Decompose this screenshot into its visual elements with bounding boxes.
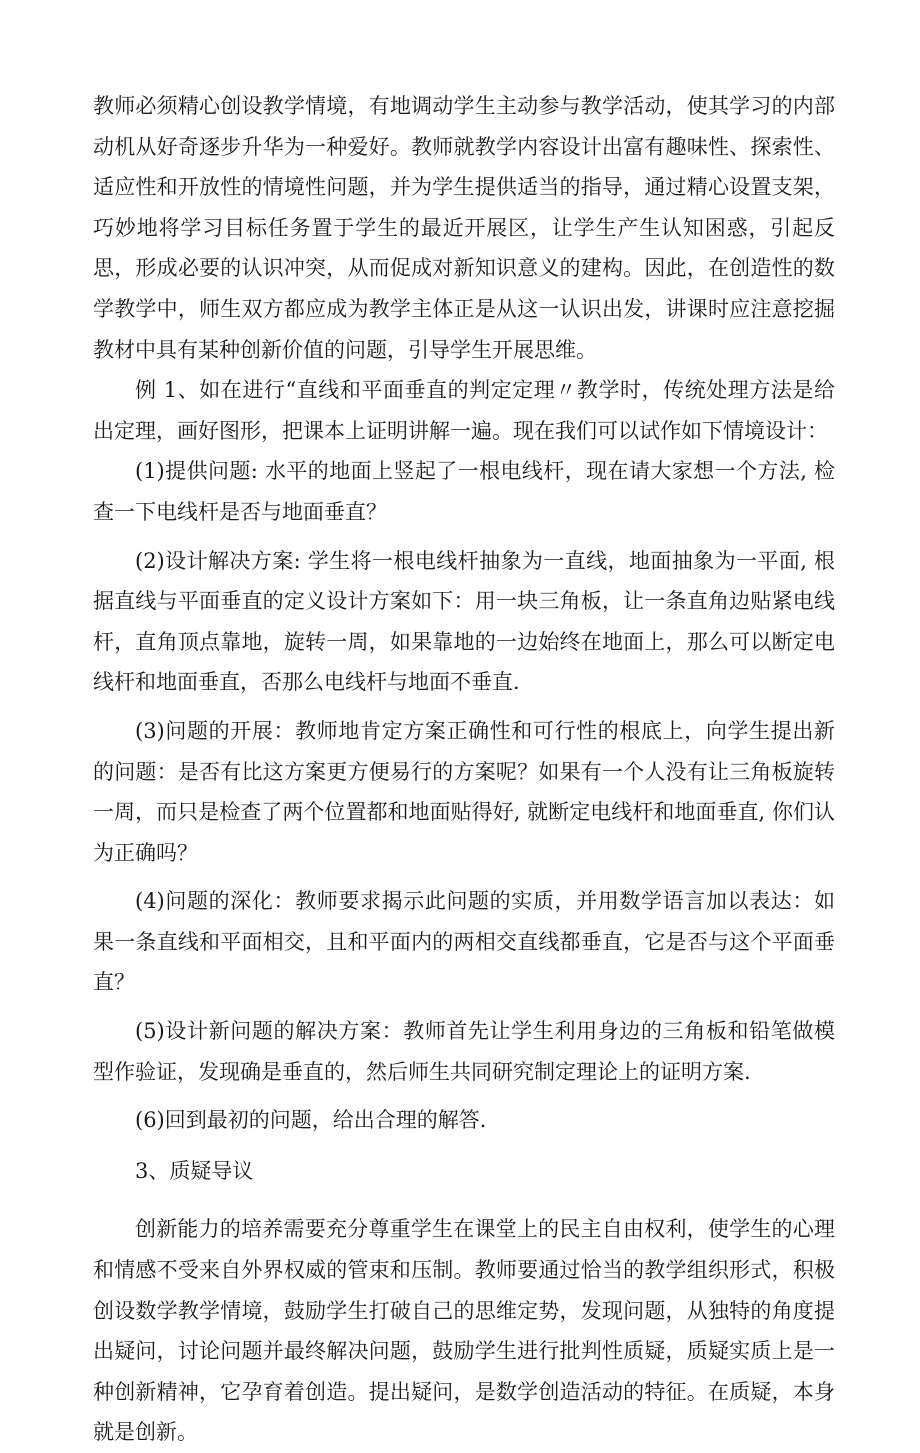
paragraph-step-3: (3)问题的开展：教师地肯定方案正确性和可行性的根底上，向学生提出新的问题：是否有比这方案更方便易行的方案呢？如果有一个人没有让三角板旋转一周，而只是检查了两个位置都和地面贴得好, 就断定电线杆和地面垂直, 你们认为正确吗？ xyxy=(93,718,835,865)
paragraph-example-1: 例 1、如在进行“直线和平面垂直的判定定理〃教学时，传统处理方法是给出定理，画好图形，把课本上证明讲解一遍。现在我们可以试作如下情境设计： xyxy=(93,378,835,443)
paragraph-step-1: (1)提供问题: 水平的地面上竖起了一根电线杆，现在请大家想一个方法, 检查一下电线杆是否与地面垂直？ xyxy=(93,459,835,524)
paragraph-questioning: 创新能力的培养需要充分尊重学生在课堂上的民主自由权利，使学生的心理和情感不受来自外界权威的管束和压制。教师要通过恰当的教学组织形式，积极创设数学教学情境，鼓励学生打破自己的思维定势，发现问题，从独特的角度提出疑问，讨论问题并最终解决问题，鼓励学生进行批判性质疑，质疑实质上是一种创新精神，它孕育着创造。提出疑问，是数学创造活动的特征。在质疑，本身就是创新。 xyxy=(93,1217,835,1445)
document-page xyxy=(93,86,835,1453)
paragraph-step-5: (5)设计新问题的解决方案：教师首先让学生利用身边的三角板和铅笔做模型作验证，发现确是垂直的，然后师生共同研究制定理论上的证明方案. xyxy=(93,1019,835,1084)
paragraph-step-2: (2)设计解决方案: 学生将一根电线杆抽象为一直线，地面抽象为一平面, 根据直线与平面垂直的定义设计方案如下：用一块三角板，让一条直角边贴紧电线杆，直角顶点靠地，旋转一周，如果靠地的一边始终在地面上，那么可以断定电线杆和地面垂直，否那么电线杆与地面不垂直. xyxy=(93,548,835,695)
paragraph-teaching-context: 教师必须精心创设教学情境，有地调动学生主动参与教学活动，使其学习的内部动机从好奇逐步升华为一种爱好。教师就教学内容设计出富有趣味性、探索性、适应性和开放性的情境性问题，并为学生提供适当的指导，通过精心设置支架，巧妙地将学习目标任务置于学生的最近开展区，让学生产生认知困惑，引起反思，形成必要的认识冲突，从而促成对新知识意义的建构。因此，在创造性的数学教学中，师生双方都应成为教学主体正是从这一认识出发，讲课时应注意挖掘教材中具有某种创新价值的问题，引导学生开展思维。 xyxy=(93,94,835,362)
paragraph-step-4: (4)问题的深化：教师要求揭示此问题的实质，并用数学语言加以表达：如果一条直线和平面相交，且和平面内的两相交直线都垂直，它是否与这个平面垂直？ xyxy=(93,889,835,995)
section-heading: 3、质疑导议 xyxy=(135,1158,254,1183)
paragraph-step-6: (6)回到最初的问题，给出合理的解答. xyxy=(135,1108,487,1133)
